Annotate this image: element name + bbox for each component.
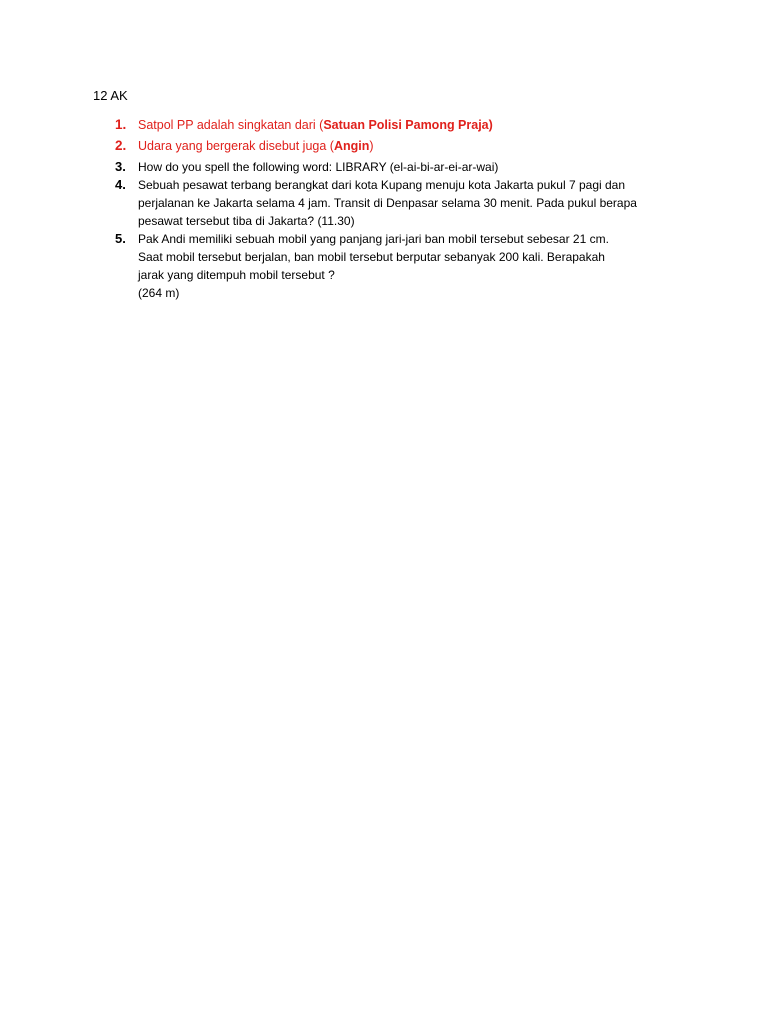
question-2 <box>108 137 688 155</box>
question-number: 3. <box>115 159 126 174</box>
question-number: 5. <box>115 231 126 246</box>
question-line: jarak yang ditempuh mobil tersebut ? <box>138 268 335 282</box>
question-number: 4. <box>115 177 126 192</box>
question-line: pesawat tersebut tiba di Jakarta? (11.30) <box>138 214 355 228</box>
question-list <box>108 116 688 302</box>
question-answer: Satuan Polisi Pamong Praja) <box>323 118 493 132</box>
question-answer: Angin <box>333 139 370 153</box>
question-5 <box>108 230 688 302</box>
question-line: Pak Andi memiliki sebuah mobil yang panjang jari-jari ban mobil tersebut sebesar 21 cm. <box>138 232 609 246</box>
question-line: How do you spell the following word: LIBRARY (el-ai-bi-ar-ei-ar-wai) <box>138 160 499 174</box>
question-1 <box>108 116 688 134</box>
question-number: 1. <box>115 117 127 132</box>
question-line: Saat mobil tersebut berjalan, ban mobil tersebut berputar sebanyak 200 kali. Berapakah <box>138 250 605 264</box>
question-prompt: Udara yang bergerak disebut juga ( <box>138 139 334 153</box>
question-3 <box>108 158 688 176</box>
question-line: (264 m) <box>138 286 180 300</box>
question-line: perjalanan ke Jakarta selama 4 jam. Transit di Denpasar selama 30 menit. Pada pukul berapa <box>138 196 637 210</box>
question-text <box>138 116 688 134</box>
question-line: Sebuah pesawat terbang berangkat dari kota Kupang menuju kota Jakarta pukul 7 pagi dan <box>138 178 626 192</box>
question-text <box>138 137 688 155</box>
question-prompt: Satpol PP adalah singkatan dari ( <box>138 118 324 132</box>
question-suffix: ) <box>369 139 374 153</box>
question-number: 2. <box>115 138 127 153</box>
question-4 <box>108 176 688 230</box>
class-label: 12 AK <box>93 88 128 103</box>
